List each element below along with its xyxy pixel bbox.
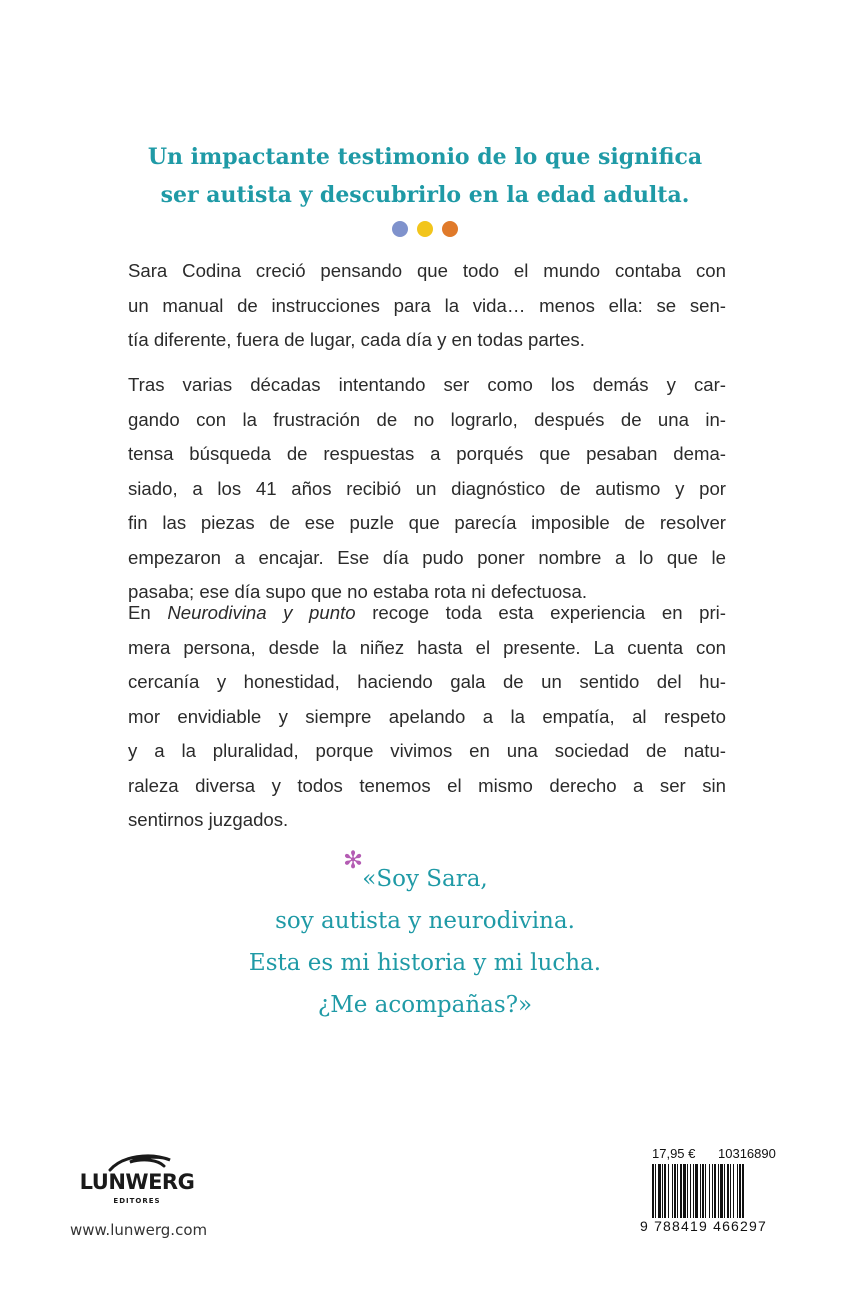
barcode-icon	[652, 1164, 782, 1218]
quote-line: soy autista y neurodivina.	[275, 908, 575, 934]
dot-blue	[392, 221, 408, 237]
publisher-logo	[72, 1150, 202, 1212]
paragraph-line: fin las piezas de ese puzle que parecía imposible de resolver	[128, 512, 726, 533]
paragraph-line: Sara Codina creció pensando que todo el mundo contaba con	[128, 260, 726, 281]
paragraph-1	[128, 254, 726, 358]
paragraph-line: empezaron a encajar. Ese día pudo poner nombre a lo que le	[128, 546, 726, 568]
paragraph-line: siado, a los 41 años recibió un diagnóstico de autismo y por	[128, 477, 726, 499]
text-suffix: recoge toda esta experiencia en pri-	[355, 602, 726, 623]
quote-line: «Soy Sara,	[362, 866, 488, 892]
paragraph-line: mera persona, desde la niñez hasta el presente. La cuenta con	[128, 636, 726, 658]
paragraph-2	[128, 368, 726, 610]
decorative-dots	[392, 221, 458, 237]
flower-asterisk-icon: ✻	[343, 846, 364, 874]
paragraph-line: tensa búsqueda de respuestas a porqués que pesaban dema-	[128, 443, 726, 464]
back-cover-headline	[0, 138, 850, 214]
paragraph-3	[128, 596, 726, 838]
quote-line: Esta es mi historia y mi lucha.	[248, 950, 602, 976]
logo-name: LUNWERG	[79, 1170, 195, 1194]
quote-line: ¿Me acompañas?»	[317, 992, 533, 1018]
paragraph-line: sentirnos juzgados.	[128, 809, 289, 830]
product-code: 10316890	[718, 1146, 776, 1161]
paragraph-line: pasaba; ese día supo que no estaba rota ni defectuosa.	[128, 581, 587, 602]
paragraph-line: y a la pluralidad, porque vivimos en una sociedad de natu-	[128, 740, 726, 761]
paragraph-line	[128, 596, 726, 631]
paragraph-line: Tras varias décadas intentando ser como los demás y car-	[128, 374, 726, 395]
dot-orange	[442, 221, 458, 237]
headline-line-1: Un impactante testimonio de lo que significa	[147, 144, 703, 170]
paragraph-line: cercanía y honestidad, haciendo gala de un sentido del hu-	[128, 671, 726, 692]
dot-yellow	[417, 221, 433, 237]
publisher-website: www.lunwerg.com	[70, 1221, 208, 1239]
price-label: 17,95 €	[652, 1146, 696, 1161]
isbn-number: 9 788419 466297	[640, 1218, 767, 1234]
headline-line-2: ser autista y descubrirlo en la edad adulta.	[160, 182, 690, 208]
paragraph-line: mor envidiable y siempre apelando a la empatía, al respeto	[128, 705, 726, 727]
paragraph-line: raleza diversa y todos tenemos el mismo derecho a ser sin	[128, 774, 726, 796]
paragraph-line: tía diferente, fuera de lugar, cada día y en todas partes.	[128, 329, 585, 350]
logo-subtitle: EDITORES	[113, 1197, 161, 1205]
paragraph-line: un manual de instrucciones para la vida… menos ella: se sen-	[128, 294, 726, 316]
author-quote	[0, 858, 850, 1026]
book-title: Neurodivina y punto	[167, 602, 356, 623]
text-prefix: En	[128, 602, 168, 623]
paragraph-line: gando con la frustración de no lograrlo, después de una in-	[128, 408, 726, 430]
